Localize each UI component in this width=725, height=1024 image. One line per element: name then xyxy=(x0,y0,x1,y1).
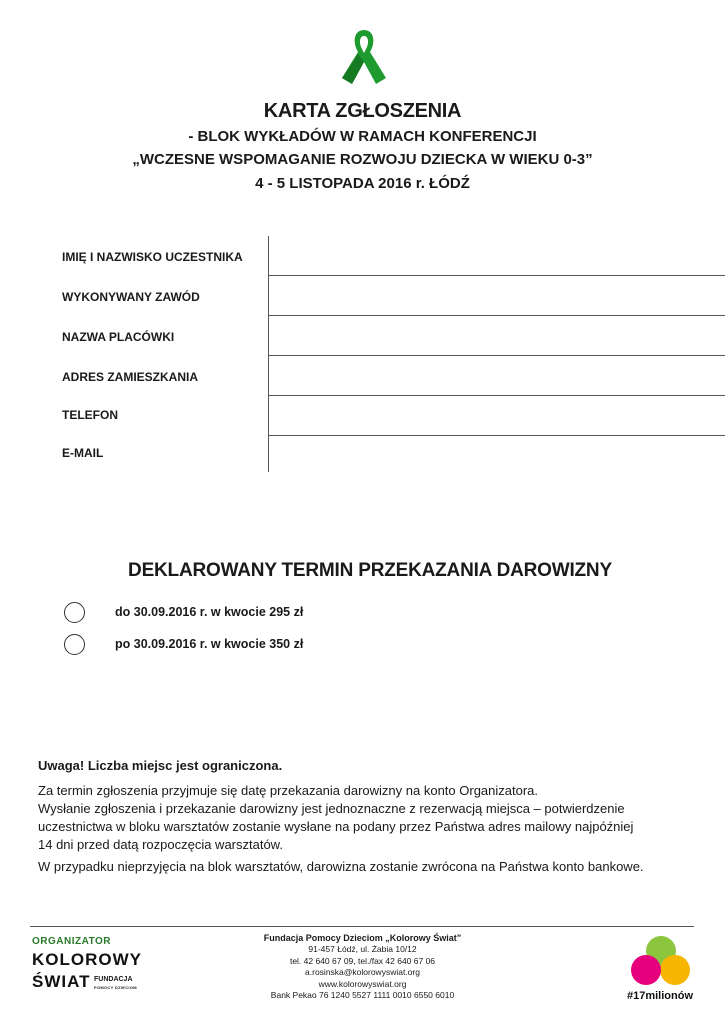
notice-heading: Uwaga! Liczba miejsc jest ograniczona. xyxy=(38,758,283,773)
field-label: E-MAIL xyxy=(62,446,104,460)
foundation-email[interactable]: a.rosinska@kolorowyswiat.org xyxy=(305,967,420,978)
notice-line: Wysłanie zgłoszenia i przekazanie darowizny jest jednoznaczne z rezerwacją miejsca – potwierdzenie xyxy=(38,801,625,816)
form-row-address xyxy=(62,356,694,396)
subtitle-date: 4 - 5 LISTOPADA 2016 r. ŁÓDŹ xyxy=(255,175,470,192)
foundation-name: Fundacja Pomocy Dzieciom „Kolorowy Świat” xyxy=(263,933,462,943)
foundation-contact xyxy=(200,933,525,1001)
subtitle-block: - BLOK WYKŁADÓW W RAMACH KONFERENCJI xyxy=(188,128,537,145)
kolorowy-swiat-logo xyxy=(32,950,142,996)
option-label: do 30.09.2016 r. w kwocie 295 zł xyxy=(115,605,304,619)
form-row-institution xyxy=(62,316,694,356)
field-label: WYKONYWANY ZAWÓD xyxy=(62,290,200,304)
awareness-ribbon-icon xyxy=(336,26,392,90)
foundation-phone: tel. 42 640 67 09, tel./fax 42 640 67 06 xyxy=(289,955,436,966)
field-label: TELEFON xyxy=(62,408,118,422)
radio-late[interactable] xyxy=(64,634,85,655)
foundation-address: 91-457 Łódź, ul. Żabia 10/12 xyxy=(308,944,417,955)
field-label: IMIĘ I NAZWISKO UCZESTNIKA xyxy=(62,250,243,264)
form-row-email xyxy=(62,432,694,472)
form-row-phone xyxy=(62,394,694,434)
page-title: KARTA ZGŁOSZENIA xyxy=(263,100,462,122)
notice-line: Za termin zgłoszenia przyjmuje się datę przekazania darowizny na konto Organizatora. xyxy=(38,783,539,798)
notice-paragraph-2: W przypadku nieprzyjęcia na blok warsztatów, darowizna zostanie zwrócona na Państwa konto bankowe. xyxy=(38,859,644,874)
logo-fund-text: FUNDACJA xyxy=(94,976,133,983)
name-field[interactable] xyxy=(270,238,690,272)
profession-field[interactable] xyxy=(270,278,690,312)
campaign-dots-icon xyxy=(628,936,692,990)
phone-field[interactable] xyxy=(270,396,690,430)
logo-word-1: KOLOROWY xyxy=(32,950,142,969)
foundation-bank: Bank Pekao 76 1240 5527 1111 0010 6550 6010 xyxy=(270,990,455,1001)
form-row-profession xyxy=(62,276,694,316)
radio-early[interactable] xyxy=(64,602,85,623)
field-label: NAZWA PLACÓWKI xyxy=(62,330,175,344)
subtitle-conference: „WCZESNE WSPOMAGANIE ROZWOJU DZIECKA W WIEKU 0-3” xyxy=(132,151,593,168)
email-field[interactable] xyxy=(270,434,690,468)
option-label: po 30.09.2016 r. w kwocie 350 zł xyxy=(115,637,304,651)
campaign-hashtag: #17milionów xyxy=(626,990,694,1002)
foundation-website[interactable]: www.kolorowyswiat.org xyxy=(318,978,407,989)
logo-word-2: ŚWIAT xyxy=(32,972,91,991)
notice-line: 14 dni przed datą rozpoczęcia warsztatów. xyxy=(38,837,283,852)
registration-form xyxy=(62,236,694,472)
declaration-title: DEKLAROWANY TERMIN PRZEKAZANIA DAROWIZNY xyxy=(128,560,612,581)
organizer-label: ORGANIZATOR xyxy=(32,936,112,947)
logo-fund xyxy=(94,976,137,992)
address-field[interactable] xyxy=(270,358,690,392)
form-row-name xyxy=(62,236,694,276)
field-label: ADRES ZAMIESZKANIA xyxy=(62,370,199,384)
notice-paragraph-1 xyxy=(38,782,698,854)
institution-field[interactable] xyxy=(270,318,690,352)
footer-divider xyxy=(30,926,694,927)
notice-line: uczestnictwa w bloku warsztatów zostanie wysłane na podany przez Państwa adres mailowy najpóźniej xyxy=(38,819,634,834)
logo-fund-sub: POMOCY DZIECIOM xyxy=(94,985,137,990)
